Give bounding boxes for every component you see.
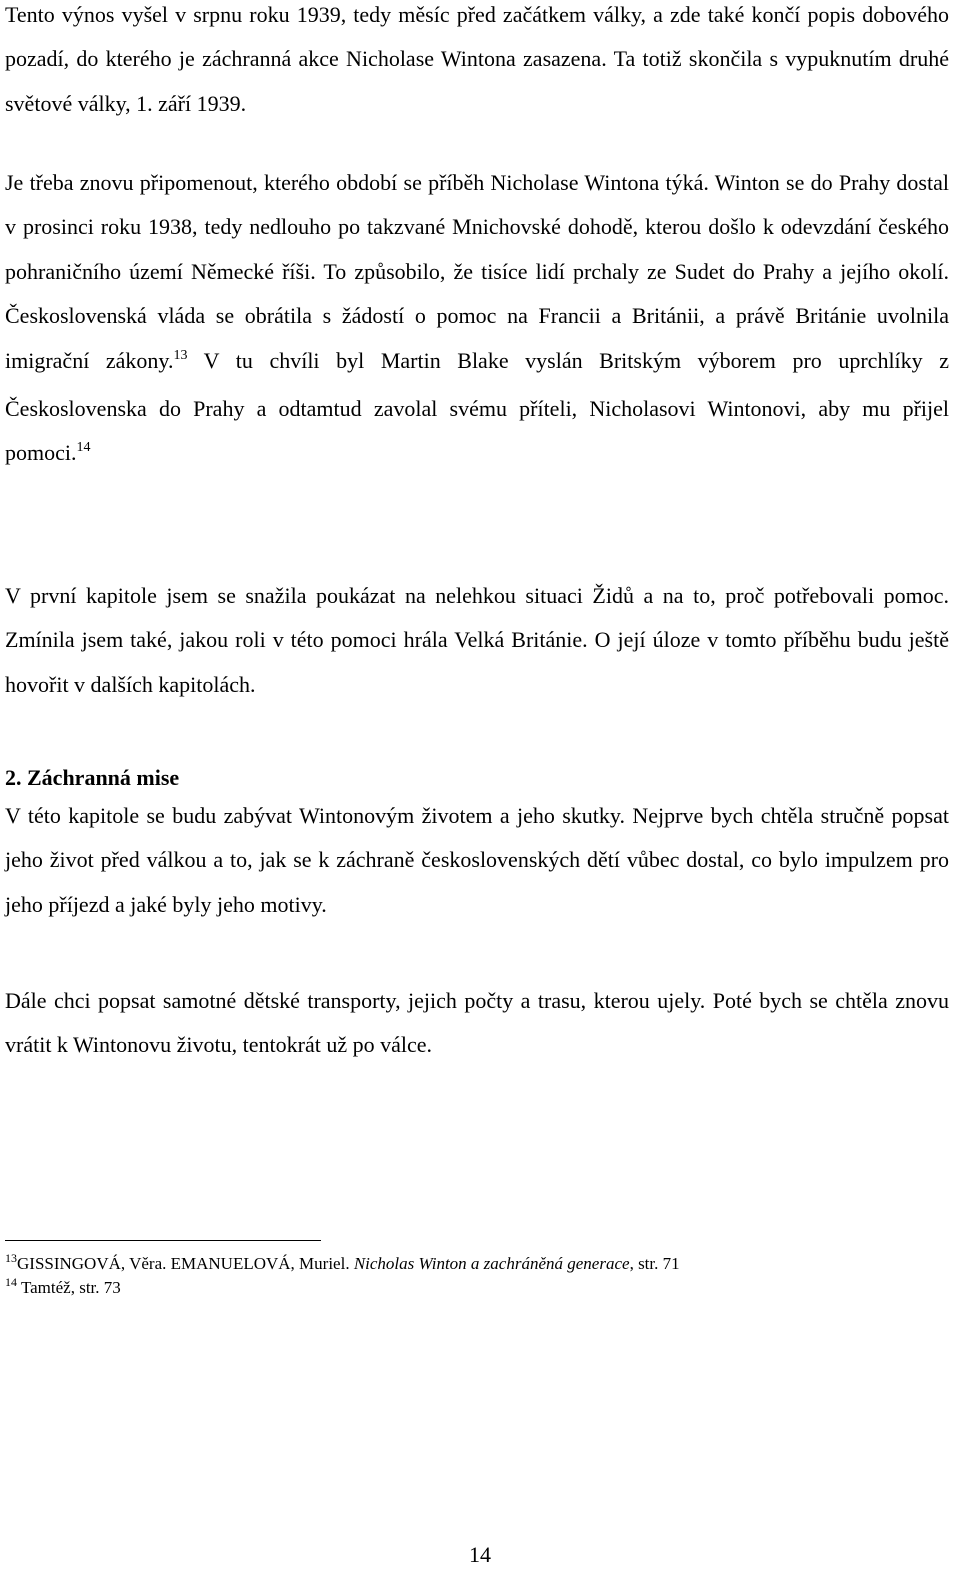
footnote-14: [5, 1277, 121, 1300]
footnote-13-number: 13: [5, 1251, 17, 1265]
footnote-13: [5, 1253, 680, 1276]
section-heading: 2. Záchranná mise: [5, 765, 180, 790]
footnote-14-text: Tamtéž, str. 73: [17, 1278, 121, 1297]
paragraph-2-text-b: V tu chvíli byl Martin Blake vyslán Britským výborem pro uprchlíky z Československa do Prahy a odtamtud zavolal svému příteli, Nicholasovi Wintonovi, aby mu přijel pomoci.: [5, 347, 950, 466]
footnote-ref-14[interactable]: 14: [76, 440, 91, 456]
paragraph-3: V první kapitole jsem se snažila poukázat na nelehkou situaci Židů a na to, proč potřebovali pomoc. Zmínila jsem také, jakou roli v této pomoci hrála Velká Británie. O její úloze v tomto příběhu budu ještě hovořit v dalších kapitolách.: [5, 583, 949, 697]
footnote-13-authors: GISSINGOVÁ, Věra. EMANUELOVÁ, Muriel.: [17, 1254, 354, 1273]
footnote-14-number: 14: [5, 1275, 17, 1289]
paragraph-2: [5, 161, 949, 480]
page-number: 14: [469, 1542, 491, 1567]
footnote-13-page: , str. 71: [629, 1254, 680, 1273]
paragraph-5: Dále chci popsat samotné dětské transporty, jejich počty a trasu, kterou ujely. Poté bych se chtěla znovu vrátit k Wintonovu životu, tentokrát už po válce.: [5, 988, 949, 1058]
footnote-13-title: Nicholas Winton a zachráněná generace: [353, 1254, 630, 1273]
paragraph-1: Tento výnos vyšel v srpnu roku 1939, tedy měsíc před začátkem války, a zde také končí popis dobového pozadí, do kterého je záchranná akce Nicholase Wintona zasazena. Ta totiž skončila s vypuknutím druhé světové války, 1. září 1939.: [5, 2, 949, 116]
footnote-divider: [5, 1240, 321, 1241]
paragraph-2-text-a: Je třeba znovu připomenout, kterého období se příběh Nicholase Wintona týká. Winton se do Prahy dostal v prosinci roku 1938, tedy nedlouho po takzvané Mnichovské dohodě, kterou došlo k odevzdání českého pohraničního území Německé říši. To způsobilo, že tisíce lidí prchaly ze Sudet do Prahy a jejího okolí. Československá vláda se obrátila s žádostí o pomoc na Francii a Británii, a právě Británie uvolnila imigrační zákony.: [5, 170, 949, 373]
footnote-ref-13[interactable]: 13: [173, 347, 188, 363]
paragraph-4: V této kapitole se budu zabývat Wintonovým životem a jeho skutky. Nejprve bych chtěla stručně popsat jeho život před válkou a to, jak se k záchraně československých dětí vůbec dostal, co bylo impulzem pro jeho příjezd a jaké byly jeho motivy.: [5, 803, 949, 917]
